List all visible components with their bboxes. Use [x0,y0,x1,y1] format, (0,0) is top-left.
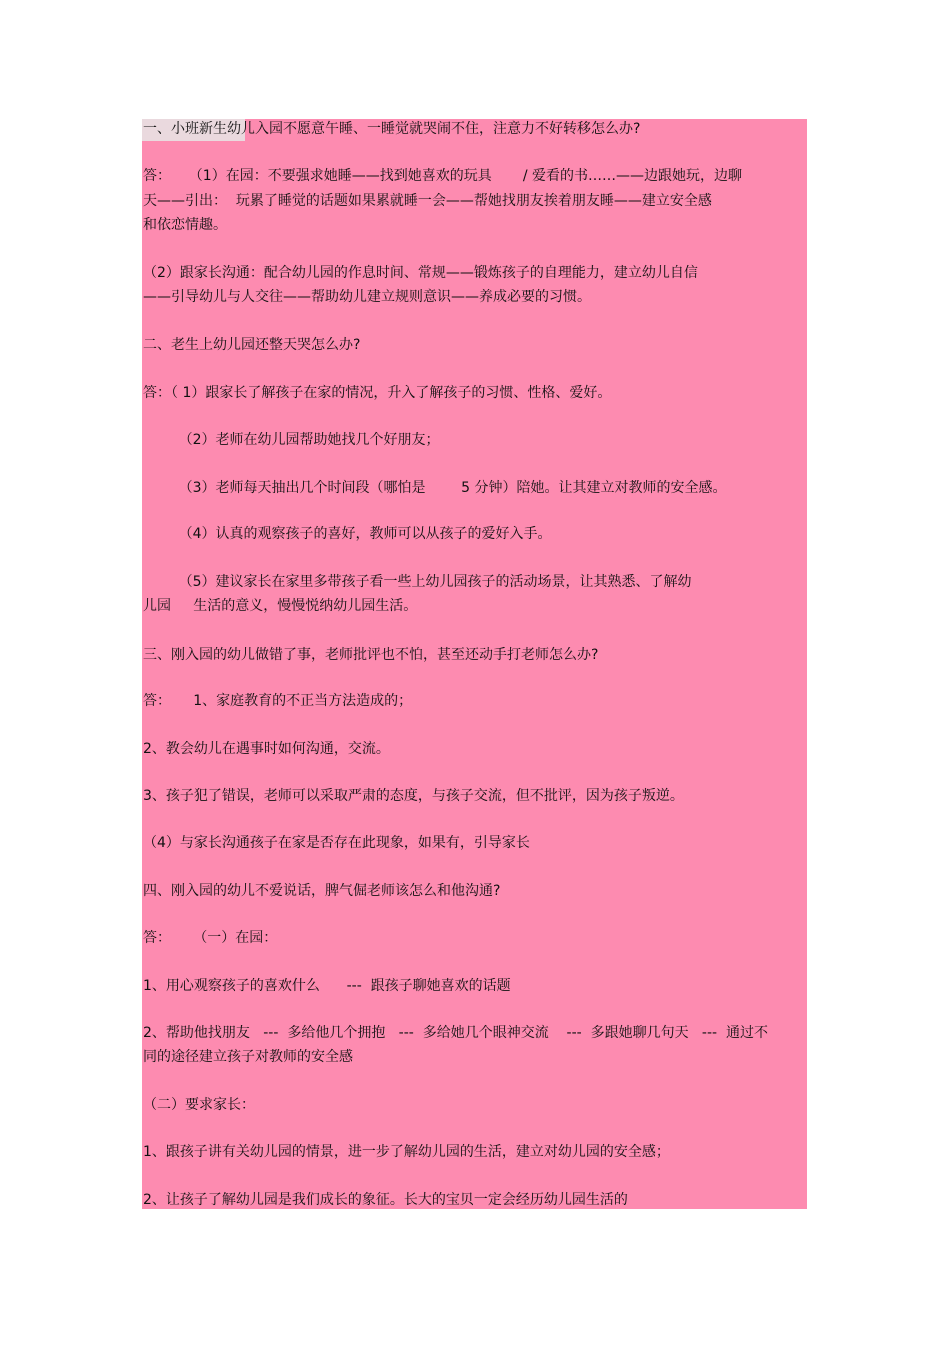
answer-line: 儿园 生活的意义，慢慢悦纳幼儿园生活。 [143,598,418,614]
answer-line: （4）与家长沟通孩子在家是否存在此现象，如果有，引导家长 [143,835,530,851]
answer-line: 2、让孩子了解幼儿园是我们成长的象征。长大的宝贝一定会经历幼儿园生活的 [143,1192,628,1208]
answer-line: 2、帮助他找朋友 --- 多给他几个拥抱 --- 多给她几个眼神交流 --- 多跟她聊几句天 --- 通过不 [143,1025,768,1041]
answer-line: 同的途径建立孩子对教师的安全感 [143,1049,353,1065]
heading-q4: 四、刚入园的幼儿不爱说话，脾气倔老师该怎么和他沟通? [143,883,501,899]
answer-line: 答：（ 1）跟家长了解孩子在家的情况，升入了解孩子的习惯、性格、爱好。 [143,385,612,401]
answer-line: 答： （1）在园：不要强求她睡——找到她喜欢的玩具 / 爱看的书……——边跟她玩，边聊 [143,168,743,184]
answer-line: （2）老师在幼儿园帮助她找几个好朋友； [143,432,440,448]
answer-line: 答： （一）在园： [143,930,278,946]
heading-q2: 二、老生上幼儿园还整天哭怎么办? [143,337,361,353]
heading-q3: 三、刚入园的幼儿做错了事，老师批评也不怕，甚至还动手打老师怎么办? [143,647,599,663]
heading-q1: 一、小班新生幼儿入园不愿意午睡、一睡觉就哭闹不住，注意力不好转移怎么办? [143,121,641,137]
answer-line: （3）老师每天抽出几个时间段（哪怕是 5 分钟）陪她。让其建立对教师的安全感。 [143,480,727,496]
answer-line: 3、孩子犯了错误，老师可以采取严肃的态度，与孩子交流，但不批评，因为孩子叛逆。 [143,788,684,804]
answer-line: 1、用心观察孩子的喜欢什么 --- 跟孩子聊她喜欢的话题 [143,978,511,994]
answer-line: （5）建议家长在家里多带孩子看一些上幼儿园孩子的活动场景，让其熟悉、了解幼 [143,574,692,590]
answer-line: 和依恋情趣。 [143,217,227,233]
answer-line: （2）跟家长沟通：配合幼儿园的作息时间、常规——锻炼孩子的自理能力，建立幼儿自信 [143,265,698,281]
answer-line: （二）要求家长： [143,1097,255,1113]
answer-line: （4）认真的观察孩子的喜好，教师可以从孩子的爱好入手。 [143,526,552,542]
answer-line: 1、跟孩子讲有关幼儿园的情景，进一步了解幼儿园的生活，建立对幼儿园的安全感； [143,1144,670,1160]
answer-line: ——引导幼儿与人交往——帮助幼儿建立规则意识——养成必要的习惯。 [143,289,591,305]
answer-line: 天——引出： 玩累了睡觉的话题如果累就睡一会——帮她找朋友挨着朋友睡——建立安全感 [143,193,712,209]
answer-line: 2、教会幼儿在遇事时如何沟通，交流。 [143,741,390,757]
text-highlight [142,119,807,1209]
answer-line: 答： 1、家庭教育的不正当方法造成的； [143,693,413,709]
